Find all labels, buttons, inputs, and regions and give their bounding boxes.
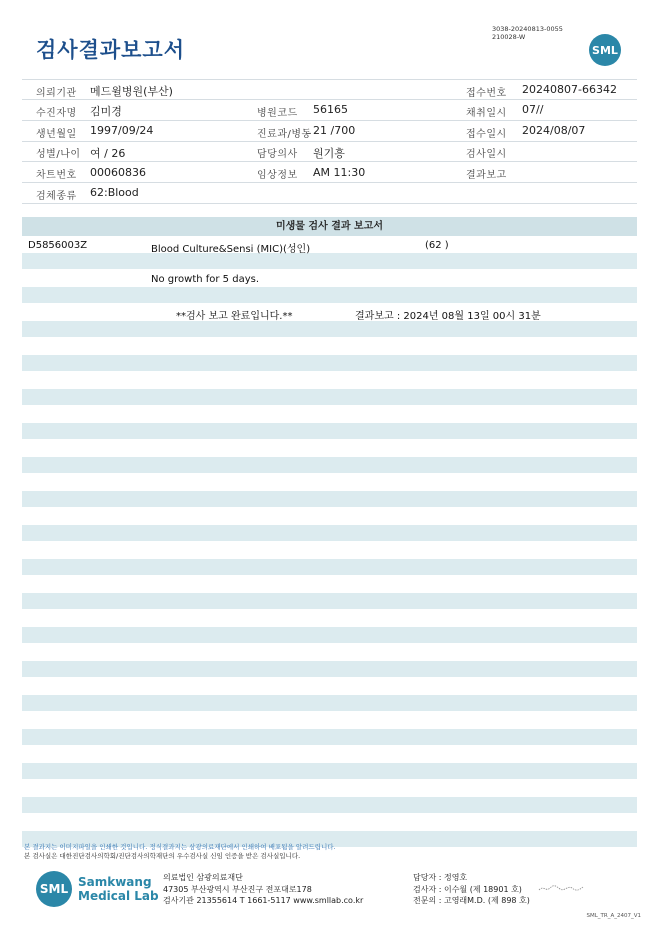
sex-age-label: 성별/나이 bbox=[36, 149, 81, 160]
document-id bbox=[492, 25, 563, 41]
report-label: 결과보고 bbox=[466, 170, 507, 181]
stripe-row bbox=[22, 729, 637, 745]
doctor-value: 원기흥 bbox=[313, 147, 345, 160]
org-contact: 검사기관 21355614 T 1661-5117 www.smllab.co.kr bbox=[163, 896, 364, 905]
info-divider bbox=[22, 203, 637, 204]
collect-date-label: 채취일시 bbox=[466, 108, 507, 119]
stripe-row bbox=[22, 491, 637, 507]
client-value: 메드윌병원(부산) bbox=[90, 85, 173, 98]
dept-label: 진료과/병동 bbox=[257, 129, 312, 140]
stripe-row bbox=[22, 253, 637, 269]
completion-note: **검사 보고 완료입니다.** bbox=[176, 311, 293, 322]
brand-line1: Samkwang bbox=[78, 875, 152, 889]
sml-footer-logo: SML bbox=[36, 871, 72, 907]
doctor-label: 담당의사 bbox=[257, 149, 298, 160]
collect-date-value: 07// bbox=[522, 103, 544, 116]
birth-label: 생년월일 bbox=[36, 129, 77, 140]
client-label: 의뢰기관 bbox=[36, 88, 77, 99]
brand-line2: Medical Lab bbox=[78, 889, 159, 903]
dept-value: 21 /700 bbox=[313, 124, 356, 137]
sex-age-value: 여 / 26 bbox=[90, 147, 126, 160]
specimen-value: 62:Blood bbox=[90, 186, 139, 199]
footer-note-accreditation: 본 검사실은 대한진단검사의학회/진단검사의학재단의 우수검사실 신임 인증을 받은 검사실입니다. bbox=[24, 852, 301, 860]
page-title: 검사결과보고서 bbox=[36, 38, 186, 62]
stripe-row bbox=[22, 423, 637, 439]
staff-manager: 담당자 : 정영호 bbox=[413, 873, 468, 882]
sml-logo: SML bbox=[589, 34, 621, 66]
result-finding: No growth for 5 days. bbox=[151, 274, 260, 285]
receipt-date-label: 접수일시 bbox=[466, 129, 507, 140]
patient-label: 수진자명 bbox=[36, 108, 77, 119]
stripe-row bbox=[22, 695, 637, 711]
signature-icon bbox=[538, 883, 584, 893]
brand-name bbox=[78, 875, 159, 903]
stripe-row bbox=[22, 627, 637, 643]
org-address: 47305 부산광역시 부산진구 전포대로178 bbox=[163, 885, 312, 894]
info-divider bbox=[22, 99, 637, 100]
stripe-row bbox=[22, 457, 637, 473]
staff-specialist: 전문의 : 고영래M.D. (제 898 호) bbox=[413, 896, 530, 905]
stripe-row bbox=[22, 593, 637, 609]
info-divider bbox=[22, 141, 637, 142]
footer-note-image: 본 결과지는 이미지파일을 인쇄한 것입니다. 정식결과지는 삼광의료재단에서 인쇄하여 배포됨을 알려드립니다. bbox=[24, 843, 336, 851]
receipt-no-label: 접수번호 bbox=[466, 88, 507, 99]
report-time: 결과보고 : 2024년 08월 13일 00시 31분 bbox=[355, 311, 541, 322]
hospital-code-label: 병원코드 bbox=[257, 108, 298, 119]
stripe-row bbox=[22, 389, 637, 405]
stripe-row bbox=[22, 559, 637, 575]
org-name: 의료법인 삼광의료재단 bbox=[163, 873, 243, 882]
staff-tester: 검사자 : 이수월 (제 18901 호) bbox=[413, 885, 522, 894]
birth-value: 1997/09/24 bbox=[90, 124, 154, 137]
document-id-line1: 3038-20240813-0055 bbox=[492, 25, 563, 33]
stripe-row bbox=[22, 321, 637, 337]
clinical-value: AM 11:30 bbox=[313, 166, 366, 179]
receipt-date-value: 2024/08/07 bbox=[522, 124, 586, 137]
info-divider bbox=[22, 161, 637, 162]
patient-value: 김미경 bbox=[90, 105, 122, 118]
receipt-no-value: 20240807-66342 bbox=[522, 83, 617, 96]
info-divider bbox=[22, 120, 637, 121]
test-specimen: (62 ) bbox=[425, 240, 449, 251]
document-id-line2: 210028-W bbox=[492, 33, 526, 41]
clinical-label: 임상정보 bbox=[257, 170, 298, 181]
test-date-label: 검사일시 bbox=[466, 149, 507, 160]
hospital-code-value: 56165 bbox=[313, 103, 348, 116]
chart-no-label: 차트번호 bbox=[36, 170, 77, 181]
test-code: D5856003Z bbox=[28, 240, 88, 251]
stripe-row bbox=[22, 355, 637, 371]
test-name: Blood Culture&Sensi (MIC)(성인) bbox=[151, 244, 311, 255]
stripe-row bbox=[22, 525, 637, 541]
stripe-row bbox=[22, 287, 637, 303]
specimen-label: 검체종류 bbox=[36, 191, 77, 202]
info-divider bbox=[22, 182, 637, 183]
stripe-row bbox=[22, 763, 637, 779]
stripe-row bbox=[22, 661, 637, 677]
info-divider bbox=[22, 79, 637, 80]
results-section-title: 미생물 검사 결과 보고서 bbox=[22, 217, 637, 236]
chart-no-value: 00060836 bbox=[90, 166, 146, 179]
stripe-row bbox=[22, 797, 637, 813]
form-code: SML_TR_A_2407_V1 bbox=[586, 913, 641, 919]
